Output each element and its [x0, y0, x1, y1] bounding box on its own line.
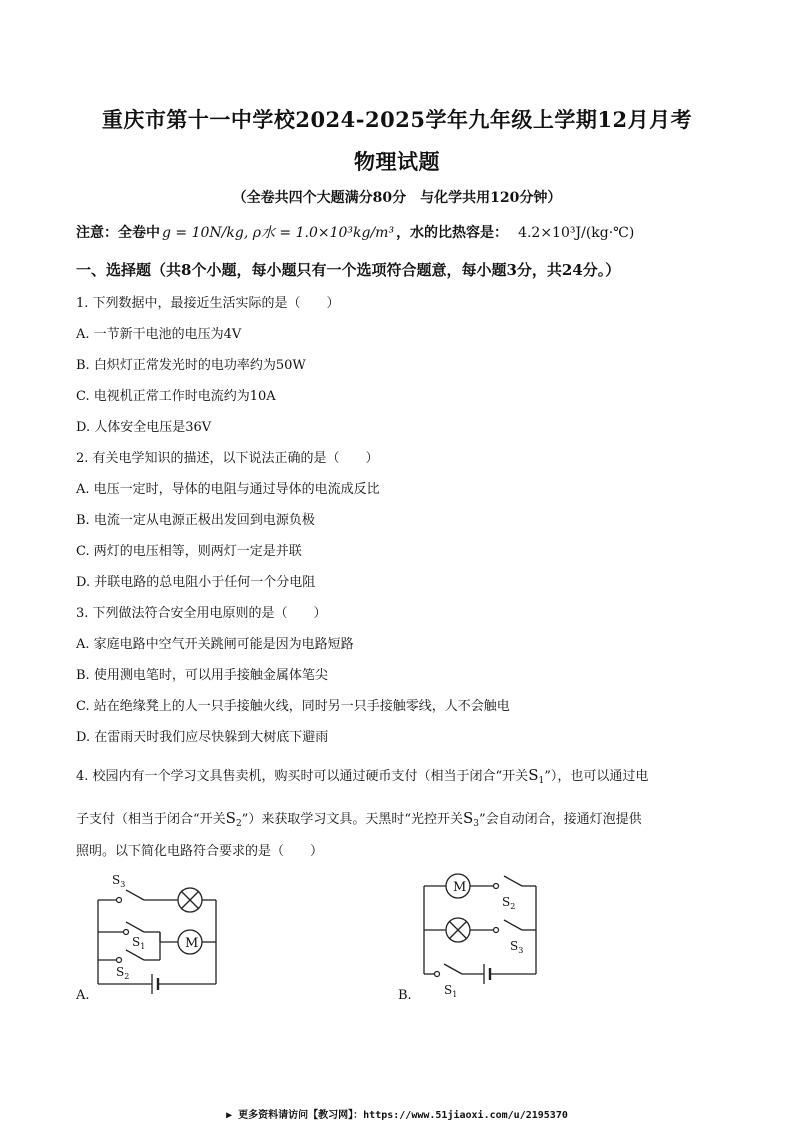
option-b-label: B.: [398, 988, 412, 1003]
switch-s2-label: $S_2$: [502, 895, 516, 911]
q1-option-d: D. 人体安全电压是36V: [76, 420, 212, 435]
constants-formula: g = 10N/kg, ρ水 = 1.0×10³kg/m³: [162, 225, 395, 241]
switch-s3-label: $S_3$: [112, 873, 126, 889]
q3-option-a: A. 家庭电路中空气开关跳闸可能是因为电路短路: [76, 637, 354, 652]
page-subject: 物理试题: [354, 149, 440, 174]
q4-line-2: 子支付（相当于闭合“开关$S_2$”）来获取学习文具。天黑时“光控开关$S_3$”会自动闭合，接通灯泡提供: [76, 809, 642, 829]
q3-stem: 3. 下列做法符合安全用电原则的是（ ）: [76, 606, 327, 621]
switch-s1-label: $S_1$: [444, 983, 458, 999]
q2-option-d: D. 并联电路的总电阻小于任何一个分电阻: [76, 575, 316, 590]
motor-label: M: [185, 936, 199, 951]
circuit-diagram-a: [86, 866, 226, 1006]
heat-capacity-formula: 4.2×10³J/(kg·℃): [518, 225, 635, 241]
footer-link[interactable]: ▶ 更多资料请访问【教习网】：https://www.51jiaoxi.com/u/2195370: [226, 1110, 568, 1121]
q1-option-a: A. 一节新干电池的电压为4V: [76, 327, 242, 342]
section-heading: 一、选择题（共8个小题，每小题只有一个选项符合题意，每小题3分，共24分。）: [76, 261, 621, 279]
switch-s2-label: $S_2$: [116, 965, 130, 981]
q3-option-c: C. 站在绝缘凳上的人一只手接触火线，同时另一只手接触零线，人不会触电: [76, 699, 510, 714]
notice-line: [76, 222, 776, 242]
exam-info: （全卷共四个大题满分80分 与化学共用120分钟）: [232, 190, 562, 206]
q1-stem: 1. 下列数据中，最接近生活实际的是（ ）: [76, 296, 340, 311]
q4-line-1: 4. 校园内有一个学习文具售卖机，购买时可以通过硬币支付（相当于闭合“开关$S_1$”），也可以通过电: [76, 766, 649, 786]
q1-option-c: C. 电视机正常工作时电流约为10A: [76, 389, 276, 404]
motor-label: M: [453, 880, 467, 895]
page-title: 重庆市第十一中学校2024-2025学年九年级上学期12月月考: [101, 107, 693, 132]
q3-option-b: B. 使用测电笔时，可以用手接触金属体笔尖: [76, 668, 328, 683]
switch-s1-label: $S_1$: [132, 935, 146, 951]
q4-line-3: 照明。以下简化电路符合要求的是（ ）: [76, 844, 324, 859]
notice-middle: ，水的比热容是：: [396, 225, 509, 241]
notice-prefix: 注意：全卷中: [76, 225, 160, 241]
option-a-label: A.: [76, 988, 90, 1003]
circuit-diagram-b: [410, 866, 550, 1006]
q2-option-a: A. 电压一定时，导体的电阻与通过导体的电流成反比: [76, 482, 380, 497]
q2-stem: 2. 有关电学知识的描述，以下说法正确的是（ ）: [76, 451, 379, 466]
switch-s3-label: $S_3$: [510, 939, 524, 955]
q3-option-d: D. 在雷雨天时我们应尽快躲到大树底下避雨: [76, 730, 329, 745]
q2-option-c: C. 两灯的电压相等，则两灯一定是并联: [76, 544, 302, 559]
q1-option-b: B. 白炽灯正常发光时的电功率约为50W: [76, 358, 306, 373]
q2-option-b: B. 电流一定从电源正极出发回到电源负极: [76, 513, 315, 528]
